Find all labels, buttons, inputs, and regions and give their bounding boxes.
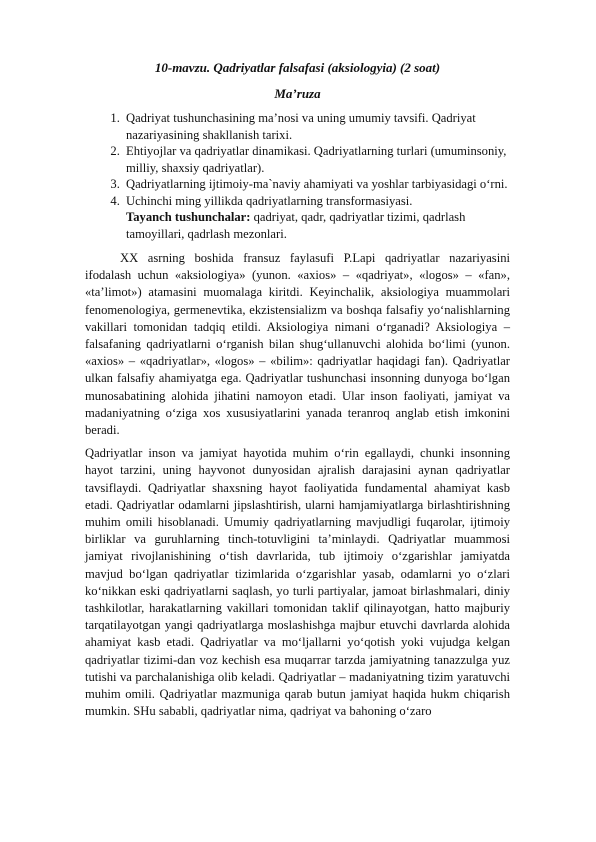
plan-item: 2. Ehtiyojlar va qadriyatlar dinamikasi. Qadriyatlarning turlari (umuminsoniy, milliy, shaxsiy qadriyatlar).	[123, 143, 510, 176]
body-paragraph-1: XX asrning boshida fransuz faylasufi P.Lapi qadriyatlar nazariyasini ifodalash uchun «aksiologiya» (yunon. «axios» – «qadriyat», «logos» – «fan», «ta’limot») atamasini muomalaga kiritdi. Keyinchalik, aksiologiya muammolari fenomenologiya, germenevtika, ekzistensializm va boshqa falsafiy yo‘nalishlarning vakillari tomonidan tadqiq etildi. Aksiologiya nimani o‘rganadi? Aksiologiya – falsafaning qadriyatlarni o‘rganish bilan shug‘ullanuvchi alohida bo‘limi (yunon. «axios» – «qadriyatlar», «logos» – «bilim»: qadriyatlar haqidagi fan). Qadriyatlar ulkan falsafiy ahamiyatga ega. Qadriyatlar tushunchasi insonning dunyoga bo‘lgan munosabatining alohida jihatini namoyon etadi. Ular inson faoliyati, jamiyat va madaniyatning o‘ziga xos xususiyatlarini yanada teranroq anglab etish imkonini beradi.	[85, 251, 510, 438]
plan-item: 4. Uchinchi ming yillikda qadriyatlarning transformasiyasi.	[123, 193, 510, 210]
keywords-block	[126, 209, 510, 242]
lecture-subtitle: Ma’ruza	[274, 86, 321, 101]
keywords-text: qadriyat, qadr, qadriyatlar tizimi, qadrlash tamoyillari, qadrlash mezonlari.	[126, 210, 466, 241]
keywords-label: Tayanch tushunchalar:	[126, 210, 251, 224]
lecture-title: 10-mavzu. Qadriyatlar falsafasi (aksiologyia) (2 soat)	[154, 60, 441, 75]
plan-item: 3. Qadriyatlarning ijtimoiy-ma`naviy ahamiyati va yoshlar tarbiyasidagi o‘rni.	[123, 176, 510, 193]
lecture-plan-list	[85, 110, 510, 209]
plan-item: 1. Qadriyat tushunchasining ma’nosi va uning umumiy tavsifi. Qadriyat nazariyasining shakllanish tarixi.	[123, 110, 510, 143]
document-page	[85, 60, 510, 720]
body-paragraph-2: Qadriyatlar inson va jamiyat hayotida muhim o‘rin egallaydi, chunki insonning hayot tarzini, uning hayvonot dunyosidan ajralish darajasini aynan qadriyatlar tavsiflaydi. Qadriyatlar shaxsning hayot faoliyatida fundamental ahamiyat kasb etadi. Qadriyatlar odamlarni jipslashtirish, ularni hamjamiyatlarga birlashtirishning muhim omili hisoblanadi. Umumiy qadriyatlarning mavjudligi fuqarolar, ijtimoiy birliklar va guruhlarning tinch-totuvligini ta’minlaydi. Qadriyatlar muammosi jamiyat rivojlanishining o‘tish davrlarida, tub ijtimoiy o‘zgarishlar jamiyatda mavjud bo‘lgan qadriyatlar tizimlarida o‘zgarishlar yasab, odamlarni yo o‘zlari ko‘nikkan eski qadriyatlarni saqlash, yo turli partiyalar, jamoat birlashmalari, diniy tashkilotlar, harakatlarning vakillari tomonidan taklif qilinayotgan, hatto majburiy tarqatilayotgan yangi qadriyatlarga moslashishga majbur etuvchi davrlarda alohida ahamiyat kasb etadi. Qadriyatlar va mo‘ljallarni yo‘qotish yoki vujudga kelgan qadriyatlar tizimi-dan voz kechish esa muqarrar tarzda jamiyatning tanazzulga yuz tutishi va parchalanishiga olib keladi. Qadriyatlar – madaniyatning tizim yaratuvchi muhim omili. Qadriyatlar mazmuniga qarab butun jamiyat haqida hukm chiqarish mumkin. SHu sababli, qadriyatlar nima, qadriyat va bahoning o‘zaro	[85, 446, 510, 719]
